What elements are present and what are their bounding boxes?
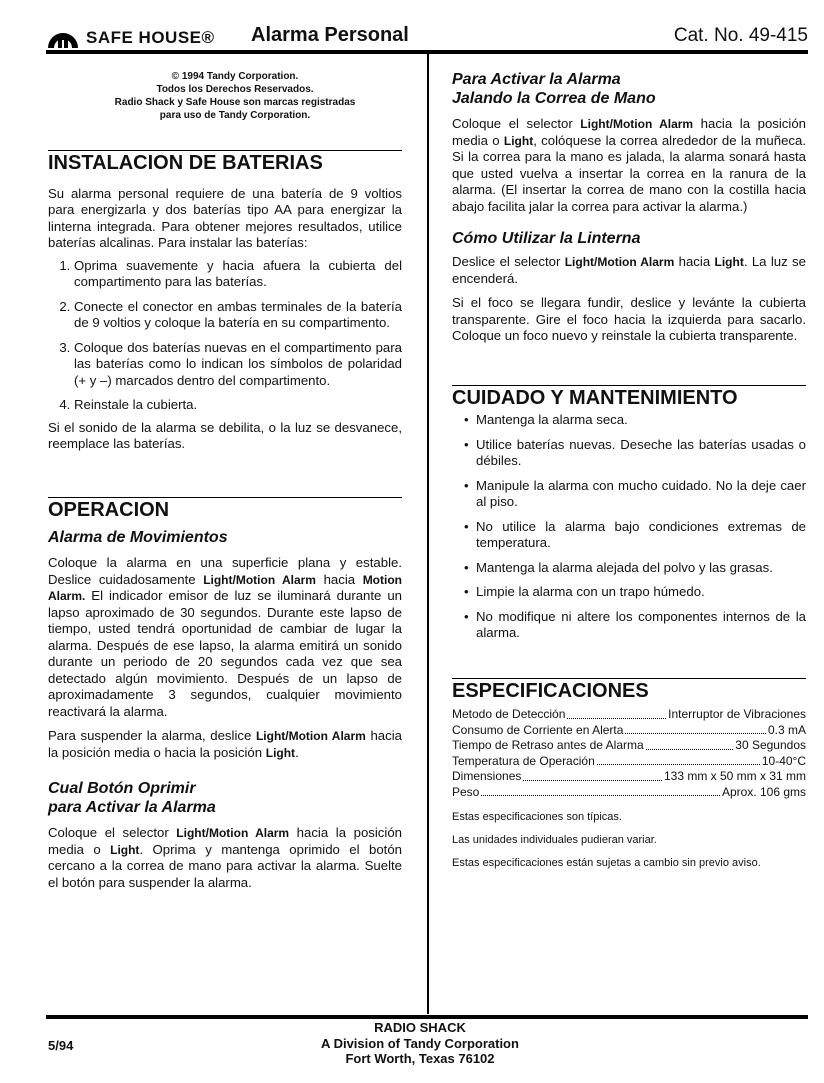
brand-name: SAFE HOUSE® bbox=[86, 28, 215, 47]
correa-paragraph: Coloque el selector Light/Motion Alarm hacia la posición media o Light, colóquese la correa alrededor de la muñeca. Si la correa para la mano es jalada, la alarma sonará hasta que usted vuelva a insertar la correa en la ranura de la alarma. (El insertar la correa de mano con la costilla hacia abajo facilita jalar la correa para activar la alarma.) bbox=[452, 116, 806, 214]
cuidado-item: • Utilice baterías nuevas. Deseche las baterías usadas o débiles. bbox=[452, 437, 806, 470]
instalacion-step: 2. Conecte el conector en ambas terminales de la batería de 9 voltios y coloque la batería en su compartimento. bbox=[74, 299, 402, 332]
spec-note: Las unidades individuales pudieran variar. bbox=[452, 834, 657, 846]
spec-row bbox=[452, 785, 806, 801]
spec-value: 133 mm x 50 mm x 31 mm bbox=[663, 769, 806, 783]
page-header bbox=[46, 22, 808, 50]
instalacion-step: 1. Oprima suavemente y hacia afuera la cubierta del compartimento para las baterías. bbox=[74, 258, 402, 291]
instalacion-outro: Si el sonido de la alarma se debilita, o la luz se desvanece, reemplace las baterías. bbox=[48, 419, 402, 451]
spec-label: Consumo de Corriente en Alerta bbox=[452, 722, 624, 737]
cuidado-item: • Mantenga la alarma alejada del polvo y las grasas. bbox=[452, 560, 806, 577]
column-divider bbox=[427, 54, 429, 1014]
copyright-line: Todos los Derechos Reservados. bbox=[156, 84, 314, 95]
spec-label: Dimensiones bbox=[452, 769, 522, 783]
spec-row bbox=[452, 754, 806, 770]
spec-label: Peso bbox=[452, 784, 480, 799]
footer-line: Fort Worth, Texas 76102 bbox=[345, 1051, 495, 1066]
copyright-line: para uso de Tandy Corporation. bbox=[159, 110, 311, 121]
spec-value: 0.3 mA bbox=[767, 722, 806, 737]
cuidado-item: • No modifique ni altere los componentes internos de la alarma. bbox=[452, 609, 806, 642]
spec-value: Interruptor de Vibraciones bbox=[668, 707, 806, 721]
instalacion-intro: Su alarma personal requiere de una batería de 9 voltios para energizarla y dos baterías tipo AA para energizar la linterna integrada. Para obtener mejores resultados, utilice baterías alcalinas. Para instalar las baterías: bbox=[48, 185, 402, 250]
spec-row bbox=[452, 769, 806, 785]
spec-note: Estas especificaciones son típicas. bbox=[452, 811, 622, 823]
section-title-especificaciones: ESPECIFICACIONES bbox=[452, 678, 806, 700]
footer-date: 5/94 bbox=[48, 1038, 74, 1053]
foco-paragraph: Si el foco se llegara fundir, deslice y levánte la cubierta transparente. Gire el foco hacia la izquierda para sacarlo. Coloque un foco nuevo y reinstale la cubierta transparente. bbox=[452, 295, 806, 343]
subsection-title-movimientos: Alarma de Movimientos bbox=[48, 529, 228, 546]
catalog-number: Cat. No. 49-415 bbox=[673, 25, 808, 46]
boton-paragraph: Coloque el selector Light/Motion Alarm hacia la posición media o Light. Oprima y mantenga oprimido el botón cercano a la correa de mano para activar la alarma. Suelte el botón para suspender la alarma. bbox=[48, 825, 402, 890]
footer-line: A Division of Tandy Corporation bbox=[321, 1035, 519, 1051]
instalacion-steps bbox=[48, 258, 402, 414]
cuidado-item: • Mantenga la alarma seca. bbox=[452, 412, 806, 429]
right-column bbox=[452, 70, 806, 870]
cuidado-item: • No utilice la alarma bajo condiciones extremas de temperatura. bbox=[452, 519, 806, 552]
instalacion-step: 4. Reinstale la cubierta. bbox=[74, 397, 402, 414]
copyright-line: © 1994 Tandy Corporation. bbox=[171, 71, 299, 82]
left-column bbox=[48, 150, 402, 891]
spec-value: 10-40°C bbox=[761, 753, 806, 768]
section-title-cuidado: CUIDADO Y MANTENIMIENTO bbox=[452, 385, 806, 407]
spec-note: Estas especificaciones están sujetas a cambio sin previo aviso. bbox=[452, 857, 761, 869]
section-title-operacion: OPERACION bbox=[48, 497, 402, 519]
cuidado-item: • Limpie la alarma con un trapo húmedo. bbox=[452, 584, 806, 601]
footer-address bbox=[300, 1020, 540, 1067]
copyright-line: Radio Shack y Safe House son marcas registradas bbox=[114, 97, 356, 108]
spec-row bbox=[452, 723, 806, 739]
instalacion-step: 3. Coloque dos baterías nuevas en el compartimento para las baterías como lo indican los símbolos de polaridad (+ y –) marcados dentro del compartimento. bbox=[74, 340, 402, 390]
footer-rule bbox=[46, 1015, 808, 1019]
footer-line: RADIO SHACK bbox=[374, 1020, 466, 1035]
cuidado-item: • Manipule la alarma con mucho cuidado. No la deje caer al piso. bbox=[452, 478, 806, 511]
suspender-paragraph: Para suspender la alarma, deslice Light/Motion Alarm hacia la posición media o hacia la posición Light. bbox=[48, 728, 402, 760]
linterna-paragraph: Deslice el selector Light/Motion Alarm hacia Light. La luz se encenderá. bbox=[452, 254, 806, 286]
spec-value: Aprox. 106 gms bbox=[721, 784, 806, 799]
spec-row bbox=[452, 738, 806, 754]
spec-value: 30 Segundos bbox=[735, 738, 806, 752]
spec-label: Metodo de Detección bbox=[452, 707, 566, 721]
subsection-title-correa: Para Activar la Alarma Jalando la Correa de Mano bbox=[452, 71, 656, 107]
cuidado-list bbox=[452, 412, 806, 642]
product-title: Alarma Personal bbox=[251, 24, 409, 46]
spec-label: Tiempo de Retraso antes de Alarma bbox=[452, 738, 644, 752]
subsection-title-boton: Cual Botón Oprimir para Activar la Alarma bbox=[48, 780, 216, 816]
movimientos-paragraph: Coloque la alarma en una superficie plana y estable. Deslice cuidadosamente Light/Motion Alarm hacia Motion Alarm. El indicador emisor de luz se iluminará durante un lapso aproximado de 30 segundos. Durante este lapso de tiempo, usted tendrá oportunidad de cambiar de lugar la alarma. Después de ese lapso, la alarma emitirá un sonido durante un periodo de 20 segundos cada vez que sea detectado algún movimiento. Después de un lapso de aproximadamente 3 segundos, cualquier movimiento reactivará la alarma. bbox=[48, 555, 403, 719]
copyright-block bbox=[50, 70, 420, 122]
section-title-instalacion: INSTALACION DE BATERIAS bbox=[48, 150, 402, 172]
spec-label: Temperatura de Operación bbox=[452, 753, 595, 768]
safe-house-logo-icon bbox=[46, 26, 80, 48]
spec-row bbox=[452, 707, 806, 723]
spec-table bbox=[452, 707, 806, 800]
subsection-title-linterna: Cómo Utilizar la Linterna bbox=[452, 230, 641, 247]
